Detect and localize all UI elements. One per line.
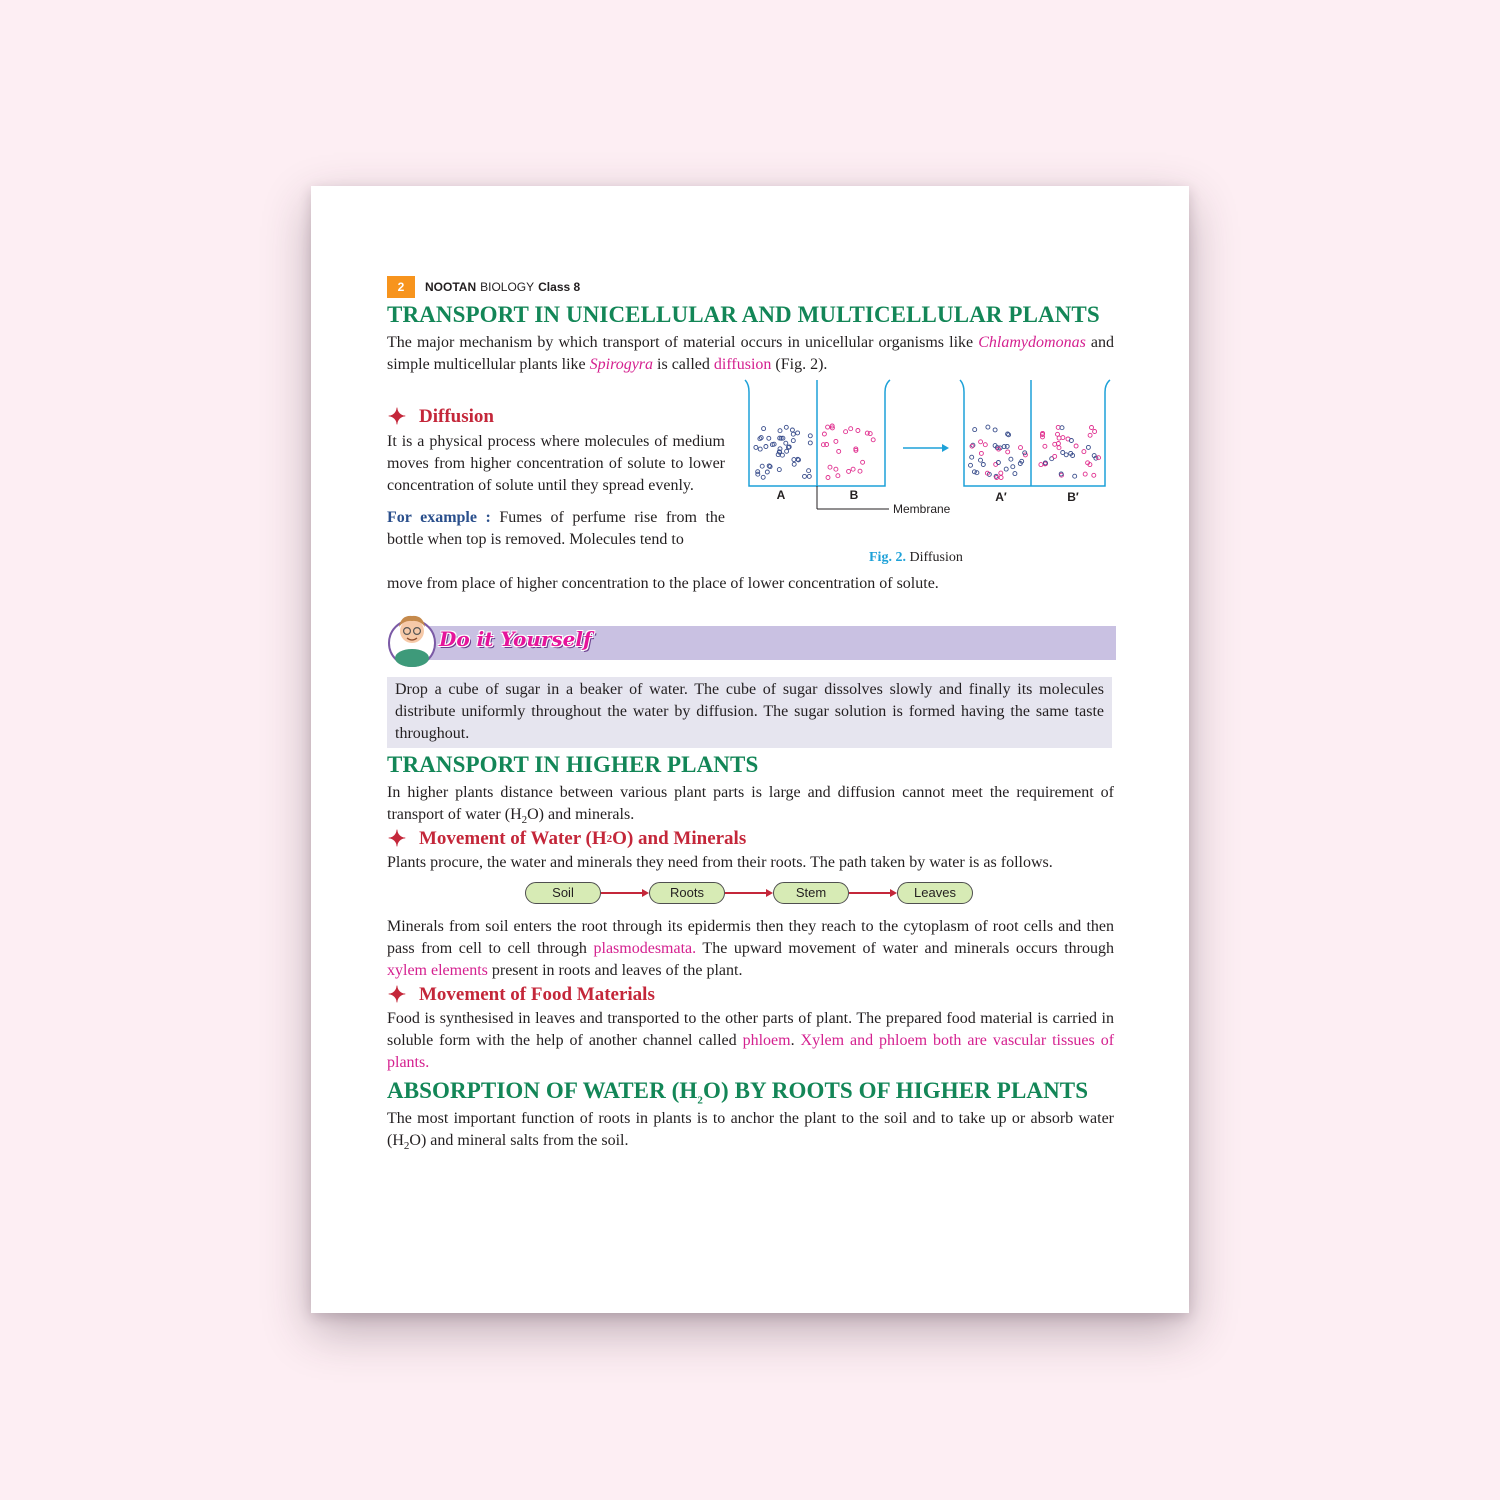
molecule-dot <box>790 428 794 432</box>
food-materials-heading: ✦ Movement of Food Materials <box>387 982 655 1007</box>
absorption-paragraph: The most important function of roots in plants is to anchor the plant to the soil and to take up or absorb water $(H_2O)$ and mineral salts from the soil. <box>387 1110 1114 1153</box>
scientist-avatar-icon <box>387 603 437 667</box>
molecule-dot <box>761 475 765 479</box>
molecule-dot <box>1053 454 1057 458</box>
flow-step-leaves: Leaves <box>897 882 973 904</box>
molecule-dot <box>1090 426 1094 430</box>
molecule-dot <box>986 425 990 429</box>
right-arrow-icon <box>601 889 649 897</box>
term-plasmodesmata: plasmodesmata. <box>593 940 697 957</box>
molecule-dot <box>754 445 758 449</box>
molecule-dot <box>785 449 789 453</box>
diffusion-block <box>387 402 1114 582</box>
star-bullet-icon: ✦ <box>387 826 407 851</box>
water-path-paragraph: Plants procure, the water and minerals they need from their roots. The path taken by water is as follows. <box>387 854 1053 871</box>
molecule-dot <box>1086 445 1090 449</box>
molecule-dot <box>828 465 832 469</box>
molecule-dot <box>1088 433 1092 437</box>
molecule-dot <box>764 445 768 449</box>
molecule-dot <box>807 469 811 473</box>
molecule-dot <box>1004 467 1008 471</box>
molecule-dot <box>970 444 974 448</box>
diffusion-figure <box>739 374 1114 574</box>
star-bullet-icon: ✦ <box>387 982 407 1007</box>
section-title-unicellular: TRANSPORT IN UNICELLULAR AND MULTICELLULAR PLANTS <box>387 302 1100 327</box>
label-b-prime: B′ <box>1067 490 1079 504</box>
term-xylem-elements: xylem elements <box>387 962 488 979</box>
molecule-dot <box>784 441 788 445</box>
intro-paragraph: The major mechanism by which transport of material occurs in unicellular organisms like Chlamydomonas and simple multicellular plants like Spirogyra is called diffusion (Fig. 2). <box>387 334 1115 373</box>
section-title-absorption: ABSORPTION OF WATER $(H_2O)$ BY ROOTS OF HIGHER PLANTS <box>387 1078 1089 1107</box>
figure-caption-text: Diffusion <box>909 550 963 565</box>
molecule-dot <box>999 471 1003 475</box>
molecule-dot <box>999 476 1003 480</box>
molecule-dot <box>979 440 983 444</box>
molecule-dot <box>777 468 781 472</box>
molecule-dot <box>1092 473 1096 477</box>
example-label: For example : <box>387 509 491 526</box>
diffusion-definition: It is a physical process where molecules of medium moves from higher concentration of solute to lower concentration of solute until they spread evenly. <box>387 433 725 494</box>
molecule-dot <box>1097 456 1101 460</box>
molecule-dot <box>1056 432 1060 436</box>
molecule-dot <box>778 429 782 433</box>
molecule-dots <box>754 424 1101 480</box>
do-it-yourself-title: Do it Yourself <box>439 627 592 651</box>
label-a-prime: A′ <box>995 490 1007 504</box>
label-b: B <box>849 488 859 502</box>
molecule-dot <box>1011 465 1015 469</box>
molecule-dot <box>826 476 830 480</box>
right-arrow-icon <box>849 889 897 897</box>
molecule-dot <box>808 434 812 438</box>
book-name: BIOLOGY <box>480 280 535 294</box>
molecule-dot <box>1013 472 1017 476</box>
molecule-dot <box>756 472 760 476</box>
molecule-dot <box>791 432 795 436</box>
molecule-dot <box>758 447 762 451</box>
molecule-dot <box>826 425 830 429</box>
water-minerals-heading: ✦ Movement of Water (H 2 O) and Minerals <box>387 826 747 851</box>
molecule-dot <box>1039 463 1043 467</box>
molecule-dot <box>765 470 769 474</box>
book-page <box>311 186 1189 1313</box>
book-name-bold: NOOTAN <box>425 280 477 294</box>
molecule-dot <box>851 467 855 471</box>
molecule-dot <box>792 458 796 462</box>
molecule-dot <box>849 427 853 431</box>
do-it-yourself-box <box>387 677 1112 748</box>
molecule-dot <box>981 463 985 467</box>
molecule-dot <box>1074 444 1078 448</box>
molecule-dot <box>1057 446 1061 450</box>
molecule-dot <box>847 469 851 473</box>
molecule-dot <box>973 428 977 432</box>
do-it-yourself-text: Drop a cube of sugar in a beaker of water. The cube of sugar dissolves slowly and finally its molecules distribute uniformly throughout the water by diffusion. The sugar solution is formed having the same taste throughout. <box>395 681 1104 742</box>
molecule-dot <box>969 463 973 467</box>
term-chlamydomonas: Chlamydomonas <box>978 334 1086 351</box>
molecule-dot <box>1006 450 1010 454</box>
page-content <box>387 276 1114 1152</box>
molecule-dot <box>1083 472 1087 476</box>
figure-caption <box>869 550 963 566</box>
flow-step-stem: Stem <box>773 882 849 904</box>
molecule-dot <box>1064 453 1068 457</box>
molecule-dot <box>1093 430 1097 434</box>
molecule-dot <box>760 464 764 468</box>
molecule-dot <box>975 471 979 475</box>
minerals-paragraph: Minerals from soil enters the root through its epidermis then they reach to the cytoplasm of root cells and then pass from cell to cell through plasmodesmata. The upward movement of water and minerals occurs through xylem elements present in roots and leaves of the plant. <box>387 918 1114 979</box>
molecule-dot <box>1043 444 1047 448</box>
molecule-dot <box>972 470 976 474</box>
molecule-dot <box>792 462 796 466</box>
term-diffusion: diffusion <box>713 356 772 373</box>
molecule-dot <box>1061 436 1065 440</box>
molecule-dot <box>844 430 848 434</box>
star-bullet-icon: ✦ <box>387 404 407 429</box>
molecule-dot <box>1009 457 1013 461</box>
water-path-flow <box>525 880 1114 906</box>
molecule-dot <box>836 474 840 478</box>
molecule-dot <box>834 467 838 471</box>
molecule-dot <box>970 455 974 459</box>
molecule-dot <box>808 441 812 445</box>
molecule-dot <box>822 432 826 436</box>
flow-step-soil: Soil <box>525 882 601 904</box>
term-spirogyra: Spirogyra <box>589 356 654 373</box>
page-number: 2 <box>387 276 415 298</box>
section-title-higher-plants: TRANSPORT IN HIGHER PLANTS <box>387 752 759 777</box>
molecule-dot <box>1019 446 1023 450</box>
molecule-dot <box>979 458 983 462</box>
diffusion-example: For example : Fumes of perfume rise from the bottle when top is removed. Molecules tend to <box>387 509 725 548</box>
beaker-after <box>960 380 1110 486</box>
term-phloem: phloem <box>742 1032 791 1049</box>
molecule-dot <box>993 428 997 432</box>
molecule-dot <box>871 438 875 442</box>
arrow-icon <box>903 444 949 452</box>
diffusion-heading: ✦ Diffusion <box>387 404 494 429</box>
molecule-dot <box>796 431 800 435</box>
molecule-dot <box>856 429 860 433</box>
running-head <box>387 276 1114 298</box>
class-label: Class 8 <box>538 280 581 294</box>
membrane-label: Membrane <box>893 502 951 516</box>
molecule-dot <box>767 436 771 440</box>
molecule-dot <box>784 425 788 429</box>
right-arrow-icon <box>725 889 773 897</box>
molecule-dot <box>858 469 862 473</box>
molecule-dot <box>983 443 987 447</box>
label-a: A <box>776 488 786 502</box>
molecule-dot <box>1082 450 1086 454</box>
figure-number: Fig. 2. <box>869 550 906 565</box>
molecule-dot <box>803 474 807 478</box>
molecule-dot <box>1069 439 1073 443</box>
molecule-dot <box>791 439 795 443</box>
molecule-dot <box>834 439 838 443</box>
term-vascular-tissues: Xylem and phloem both are vascular tissues of plants. <box>387 1032 1115 1071</box>
molecule-dot <box>861 460 865 464</box>
molecule-dot <box>1073 474 1077 478</box>
food-paragraph: Food is synthesised in leaves and transported to the other parts of plant. The prepared food material is carried in soluble form with the help of another channel called phloem. Xylem and phloem both are vascular tissues of plants. <box>387 1010 1115 1071</box>
molecule-dot <box>762 427 766 431</box>
molecule-dot <box>837 449 841 453</box>
do-it-yourself-banner <box>387 603 1114 665</box>
molecule-dot <box>807 474 811 478</box>
example-continuation: move from place of higher concentration to the place of lower concentration of solute. <box>387 575 939 592</box>
flow-step-roots: Roots <box>649 882 725 904</box>
higher-plants-paragraph: In higher plants distance between various plant parts is large and diffusion cannot meet the requirement of transport of water $(H_2O)$ and minerals. <box>387 784 1114 827</box>
diffusion-beakers-diagram <box>739 374 1114 549</box>
molecule-dot <box>979 451 983 455</box>
